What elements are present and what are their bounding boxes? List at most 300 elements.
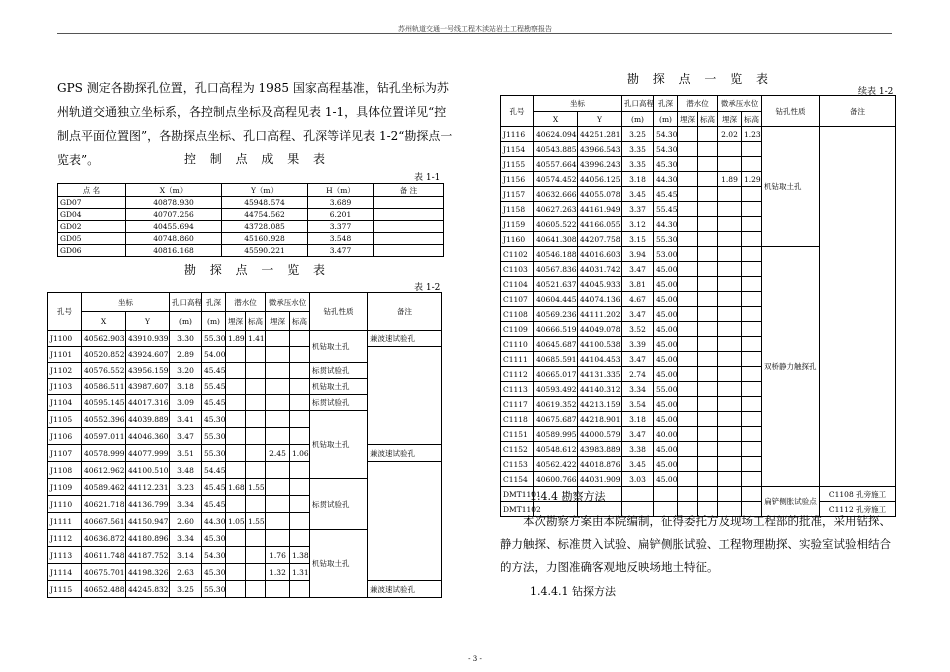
table-cell: 45.30 (202, 564, 226, 581)
table-cell: 40621.718 (82, 496, 126, 513)
remark-cell: 兼波速试验孔 (368, 331, 442, 347)
table-cell: 55.30 (202, 428, 226, 445)
table-cell (374, 233, 444, 245)
table-cell: 45.00 (654, 352, 678, 367)
table-cell: 44.30 (654, 172, 678, 187)
hdr-water: 潜水位 (678, 96, 718, 112)
table-cell: 53.00 (654, 247, 678, 262)
table-cell (678, 232, 698, 247)
table-cell (678, 412, 698, 427)
table-cell: 3.35 (622, 157, 654, 172)
table-cell (246, 428, 266, 445)
table-cell: 2.89 (170, 347, 202, 363)
table-cell: 40589.995 (534, 427, 578, 442)
table-cell: 40595.145 (82, 395, 126, 411)
table-cell: 3.39 (622, 337, 654, 352)
hdr-bury: 埋深 (266, 312, 290, 331)
table-cell: GD07 (58, 197, 126, 209)
table-cell: 44031.742 (578, 262, 622, 277)
table-cell (698, 397, 718, 412)
table-cell (678, 202, 698, 217)
table-cell: 1.68 (226, 479, 246, 496)
table-cell (742, 187, 762, 202)
hdr-water: 潜水位 (226, 293, 266, 312)
survey-point-table-cont (500, 95, 896, 517)
table-cell: J1104 (48, 395, 82, 411)
remark-cell (368, 347, 442, 445)
intro-paragraph: GPS 测定各勘探孔位置，孔口高程为 1985 国家高程基准，钻孔坐标为苏州轨道交通独立坐标系，各控制点坐标及高程见表 1-1，具体位置详见“控制点平面位置图”，各勘探点坐标、孔口高程、孔深等详见表 1-2“勘探点一览表”。 (57, 81, 453, 167)
table-cell: 40562.422 (534, 457, 578, 472)
table-cell: 40748.860 (126, 233, 222, 245)
table-cell: J1106 (48, 428, 82, 445)
header-rule (57, 33, 892, 34)
table-cell: 6.201 (308, 209, 374, 221)
hdr-remark: 备注 (368, 293, 442, 331)
table-row (48, 462, 442, 479)
table-cell (622, 487, 654, 502)
table-row (58, 245, 444, 257)
table-cell: 40707.256 (126, 209, 222, 221)
table-cell (718, 247, 742, 262)
table-row (48, 347, 442, 363)
table-cell: 3.48 (170, 462, 202, 479)
hdr-hole: 孔号 (501, 96, 534, 127)
table-cell (742, 382, 762, 397)
table-cell: 40604.445 (534, 292, 578, 307)
hdr-elev: 孔口高程 (170, 293, 202, 312)
table-cell (266, 379, 290, 395)
table-cell (266, 581, 290, 598)
hdr-remark: 备注 (820, 96, 896, 127)
table-cell: 44112.231 (126, 479, 170, 496)
table-cell: C1110 (501, 337, 534, 352)
table-cell (698, 217, 718, 232)
table-cell: J1154 (501, 142, 534, 157)
hdr-x: X (534, 112, 578, 127)
table-cell: GD04 (58, 209, 126, 221)
table-cell: 44.30 (202, 513, 226, 530)
table-cell (718, 232, 742, 247)
table-cell: 43924.607 (126, 347, 170, 363)
hdr-nature: 钻孔性质 (762, 96, 820, 127)
nature-cell: 扁铲侧胀试验点 (762, 487, 820, 517)
table-cell: 40612.962 (82, 462, 126, 479)
table-cell (698, 487, 718, 502)
table-cell (246, 379, 266, 395)
nature-cell: 标贯试验孔 (310, 395, 368, 411)
table-cell: 40521.637 (534, 277, 578, 292)
table-cell (742, 232, 762, 247)
table-cell: 44213.159 (578, 397, 622, 412)
table-cell: 1.31 (290, 564, 310, 581)
table-cell: 54.30 (202, 547, 226, 564)
table-cell: 44056.125 (578, 172, 622, 187)
table-cell: 40645.687 (534, 337, 578, 352)
table-row (48, 445, 442, 462)
table-cell: 2.45 (266, 445, 290, 462)
table-cell (718, 337, 742, 352)
table-cell (678, 397, 698, 412)
table-cell: 3.45 (622, 187, 654, 202)
table-cell: 40605.522 (534, 217, 578, 232)
table-cell: 44131.335 (578, 367, 622, 382)
table-cell (246, 411, 266, 428)
table-cell: 3.15 (622, 232, 654, 247)
table-cell (374, 245, 444, 257)
table-cell: 3.34 (622, 382, 654, 397)
table-cell: 40576.552 (82, 363, 126, 379)
table-cell: J1156 (501, 172, 534, 187)
table-cell: 3.34 (170, 496, 202, 513)
table-cell (678, 217, 698, 232)
table-cell: 3.38 (622, 442, 654, 457)
table-cell: 44031.909 (578, 472, 622, 487)
table-cell (742, 337, 762, 352)
table-cell (742, 472, 762, 487)
table-cell: J1102 (48, 363, 82, 379)
table-cell (266, 331, 290, 347)
table-cell: 40816.168 (126, 245, 222, 257)
table-cell: 45590.221 (222, 245, 308, 257)
table-cell: C1111 (501, 352, 534, 367)
table-cell (698, 352, 718, 367)
table-cell: 44046.360 (126, 428, 170, 445)
table-cell: 44100.510 (126, 462, 170, 479)
table-cell (718, 382, 742, 397)
table-cell (698, 367, 718, 382)
table-cell: 3.18 (622, 412, 654, 427)
control-table-note: 表 1-1 (414, 173, 441, 183)
table-cell: GD02 (58, 221, 126, 233)
hdr-depth-unit: (m) (202, 312, 226, 331)
table-cell: 55.45 (654, 202, 678, 217)
table-cell: J1101 (48, 347, 82, 363)
table-cell (678, 157, 698, 172)
table-cell: 3.94 (622, 247, 654, 262)
table-cell: 43996.243 (578, 157, 622, 172)
hdr-coord: 坐标 (534, 96, 622, 112)
table-cell: 2.63 (170, 564, 202, 581)
table-cell: 40455.694 (126, 221, 222, 233)
table-cell (742, 247, 762, 262)
page-number: - 3 - (468, 655, 482, 663)
table-cell: C1109 (501, 322, 534, 337)
table-cell: J1113 (48, 547, 82, 564)
table-cell: 3.477 (308, 245, 374, 257)
table-cell: C1107 (501, 292, 534, 307)
table-cell: 45.00 (654, 337, 678, 352)
table-cell (742, 457, 762, 472)
table-cell: 40574.452 (534, 172, 578, 187)
table-cell: 45.00 (654, 262, 678, 277)
table-cell (718, 202, 742, 217)
table-cell: C1112 (501, 367, 534, 382)
table-cell: J1109 (48, 479, 82, 496)
table-cell: 44039.889 (126, 411, 170, 428)
table-cell: 44245.832 (126, 581, 170, 598)
table-cell (742, 367, 762, 382)
table-cell (374, 221, 444, 233)
table-cell (678, 487, 698, 502)
table-cell: 44166.055 (578, 217, 622, 232)
table-row (48, 331, 442, 347)
hdr-bury: 埋深 (226, 312, 246, 331)
table-cell: 55.30 (202, 331, 226, 347)
table-cell (698, 382, 718, 397)
table-cell (290, 581, 310, 598)
table-cell: 3.35 (622, 142, 654, 157)
table-cell: 40675.687 (534, 412, 578, 427)
table-cell: 40569.236 (534, 307, 578, 322)
table-cell: 45.00 (654, 412, 678, 427)
table-cell (742, 487, 762, 502)
table-cell: 54.00 (202, 347, 226, 363)
nature-cell: 标贯试验孔 (310, 479, 368, 530)
table-cell (678, 307, 698, 322)
table-cell (246, 462, 266, 479)
table-cell (266, 395, 290, 411)
table-cell: 4.67 (622, 292, 654, 307)
table-row (58, 209, 444, 221)
table-cell: 3.47 (622, 262, 654, 277)
table-cell (698, 232, 718, 247)
table-cell: J1116 (501, 127, 534, 142)
table-cell (678, 472, 698, 487)
table-cell: 40586.511 (82, 379, 126, 395)
table-cell (742, 412, 762, 427)
column-header: X（m） (126, 184, 222, 197)
table-cell: GD05 (58, 233, 126, 245)
table-cell (678, 292, 698, 307)
table-cell: J1160 (501, 232, 534, 247)
nature-cell: 标贯试验孔 (310, 363, 368, 379)
sub-heading: 1.4.4.1 钻探方法 (530, 585, 616, 598)
table-cell (718, 367, 742, 382)
column-header: 点 名 (58, 184, 126, 197)
hdr-hole: 孔号 (48, 293, 82, 331)
table-cell (698, 157, 718, 172)
table-cell (698, 187, 718, 202)
table-cell: 45.45 (654, 187, 678, 202)
table-cell: 40557.664 (534, 157, 578, 172)
table-cell (678, 457, 698, 472)
table-cell (678, 262, 698, 277)
table-cell: J1114 (48, 564, 82, 581)
table-cell (678, 127, 698, 142)
table-cell (290, 513, 310, 530)
table-cell: 45.30 (202, 411, 226, 428)
table-cell: 1.32 (266, 564, 290, 581)
table-cell (678, 442, 698, 457)
table-cell (698, 442, 718, 457)
table-cell (266, 496, 290, 513)
table-cell: J1108 (48, 462, 82, 479)
table-cell: 1.29 (742, 172, 762, 187)
table-cell (718, 187, 742, 202)
table-cell (698, 412, 718, 427)
table-cell (742, 307, 762, 322)
table-cell (698, 457, 718, 472)
table-cell: 3.47 (622, 307, 654, 322)
table-cell (290, 363, 310, 379)
hdr-confined: 微承压水位 (718, 96, 762, 112)
table-cell (698, 307, 718, 322)
table-cell (246, 395, 266, 411)
table-cell: 3.45 (622, 457, 654, 472)
table-cell: J1157 (501, 187, 534, 202)
table-cell (266, 462, 290, 479)
table-cell: J1112 (48, 530, 82, 547)
table-cell (742, 202, 762, 217)
table-cell (742, 442, 762, 457)
hdr-y: Y (578, 112, 622, 127)
table-cell: 44180.896 (126, 530, 170, 547)
table-cell: C1118 (501, 412, 534, 427)
table-cell: 3.37 (622, 202, 654, 217)
table-cell: 45.00 (654, 472, 678, 487)
nature-cell: 机钻取土孔 (310, 411, 368, 479)
table-cell: 40562.903 (82, 331, 126, 347)
table-cell: 3.41 (170, 411, 202, 428)
table-cell (698, 247, 718, 262)
table-cell (742, 142, 762, 157)
table-cell (718, 142, 742, 157)
table-cell: 1.76 (266, 547, 290, 564)
hdr-depth-unit: (m) (654, 112, 678, 127)
nature-cell: 机钻取土孔 (310, 379, 368, 395)
table-cell (226, 530, 246, 547)
table-cell: 44000.579 (578, 427, 622, 442)
table-cell: 40.00 (654, 427, 678, 442)
table-cell (266, 428, 290, 445)
table-cell (678, 277, 698, 292)
table-cell: 44017.316 (126, 395, 170, 411)
table-cell: 54.30 (654, 142, 678, 157)
table-cell (698, 172, 718, 187)
table-cell: 44198.326 (126, 564, 170, 581)
table-cell (374, 197, 444, 209)
table-cell (742, 397, 762, 412)
table-cell: 45.30 (202, 530, 226, 547)
hdr-elev-unit: (m) (170, 312, 202, 331)
table-cell: 45.00 (654, 307, 678, 322)
table-cell (742, 427, 762, 442)
table-cell: 43983.889 (578, 442, 622, 457)
table-cell: 55.00 (654, 382, 678, 397)
table-cell: 44018.876 (578, 457, 622, 472)
table-cell: J1158 (501, 202, 534, 217)
table-cell (698, 262, 718, 277)
table-cell (266, 411, 290, 428)
table-cell: J1155 (501, 157, 534, 172)
table-cell (290, 379, 310, 395)
table-cell: C1152 (501, 442, 534, 457)
page-header: 苏州轨道交通一号线工程木渎站岩土工程勘察报告 (398, 25, 552, 33)
control-table-title: 控 制 点 成 果 表 (183, 152, 331, 166)
survey-table-note-cont: 续表 1-2 (858, 87, 894, 97)
table-cell (698, 292, 718, 307)
table-cell: 44077.999 (126, 445, 170, 462)
table-cell: C1113 (501, 382, 534, 397)
table-cell: 44.30 (654, 217, 678, 232)
table-cell: J1103 (48, 379, 82, 395)
table-cell: 1.55 (246, 479, 266, 496)
table-cell: 45160.928 (222, 233, 308, 245)
table-cell: 45.45 (202, 496, 226, 513)
table-cell (226, 347, 246, 363)
table-cell: 3.47 (622, 427, 654, 442)
table-cell: 1.55 (246, 513, 266, 530)
table-cell: 40685.591 (534, 352, 578, 367)
table-cell (290, 347, 310, 363)
survey-point-table (47, 292, 442, 598)
table-cell: 3.20 (170, 363, 202, 379)
remark-cell: 兼波速试验孔 (368, 445, 442, 462)
table-cell: 44161.949 (578, 202, 622, 217)
table-cell: 45.00 (654, 442, 678, 457)
table-cell (698, 337, 718, 352)
table-cell (678, 337, 698, 352)
table-cell: 1.89 (226, 331, 246, 347)
table-cell: 1.23 (742, 127, 762, 142)
table-cell: 44016.603 (578, 247, 622, 262)
table-cell: 44187.752 (126, 547, 170, 564)
table-cell: 45.00 (654, 322, 678, 337)
table-cell: C1102 (501, 247, 534, 262)
table-cell: DMT1102 (501, 502, 534, 517)
table-cell: C1154 (501, 472, 534, 487)
table-cell: 44218.901 (578, 412, 622, 427)
remark-cell: 兼波速试验孔 (368, 581, 442, 598)
table-cell: J1110 (48, 496, 82, 513)
table-cell: 54.45 (202, 462, 226, 479)
table-cell: 40546.188 (534, 247, 578, 262)
table-cell (718, 487, 742, 502)
table-cell: 43910.939 (126, 331, 170, 347)
survey-table-title: 勘 探 点 一 览 表 (183, 263, 331, 277)
column-header: 备 注 (374, 184, 444, 197)
table-cell: 1.06 (290, 445, 310, 462)
table-cell (654, 487, 678, 502)
table-cell: 45.00 (654, 457, 678, 472)
table-cell: 40641.308 (534, 232, 578, 247)
table-cell: 3.548 (308, 233, 374, 245)
table-cell (742, 322, 762, 337)
table-cell (718, 292, 742, 307)
table-cell (678, 172, 698, 187)
hdr-level: 标高 (246, 312, 266, 331)
table-cell: DMT1101 (501, 487, 534, 502)
table-cell: 45.00 (654, 367, 678, 382)
table-cell (246, 363, 266, 379)
table-cell (246, 445, 266, 462)
table-cell: 3.12 (622, 217, 654, 232)
remark-cell (368, 462, 442, 581)
table-cell (226, 462, 246, 479)
table-cell (678, 142, 698, 157)
table-cell (226, 564, 246, 581)
table-cell (698, 322, 718, 337)
table-cell (226, 363, 246, 379)
table-cell: 44111.202 (578, 307, 622, 322)
nature-cell: 机钻取土孔 (762, 127, 820, 247)
table-cell: 55.30 (202, 445, 226, 462)
table-header-row (58, 184, 444, 197)
table-cell (718, 457, 742, 472)
table-cell (290, 462, 310, 479)
table-cell: 3.47 (170, 428, 202, 445)
nature-cell: 机钻取土孔 (310, 331, 368, 363)
